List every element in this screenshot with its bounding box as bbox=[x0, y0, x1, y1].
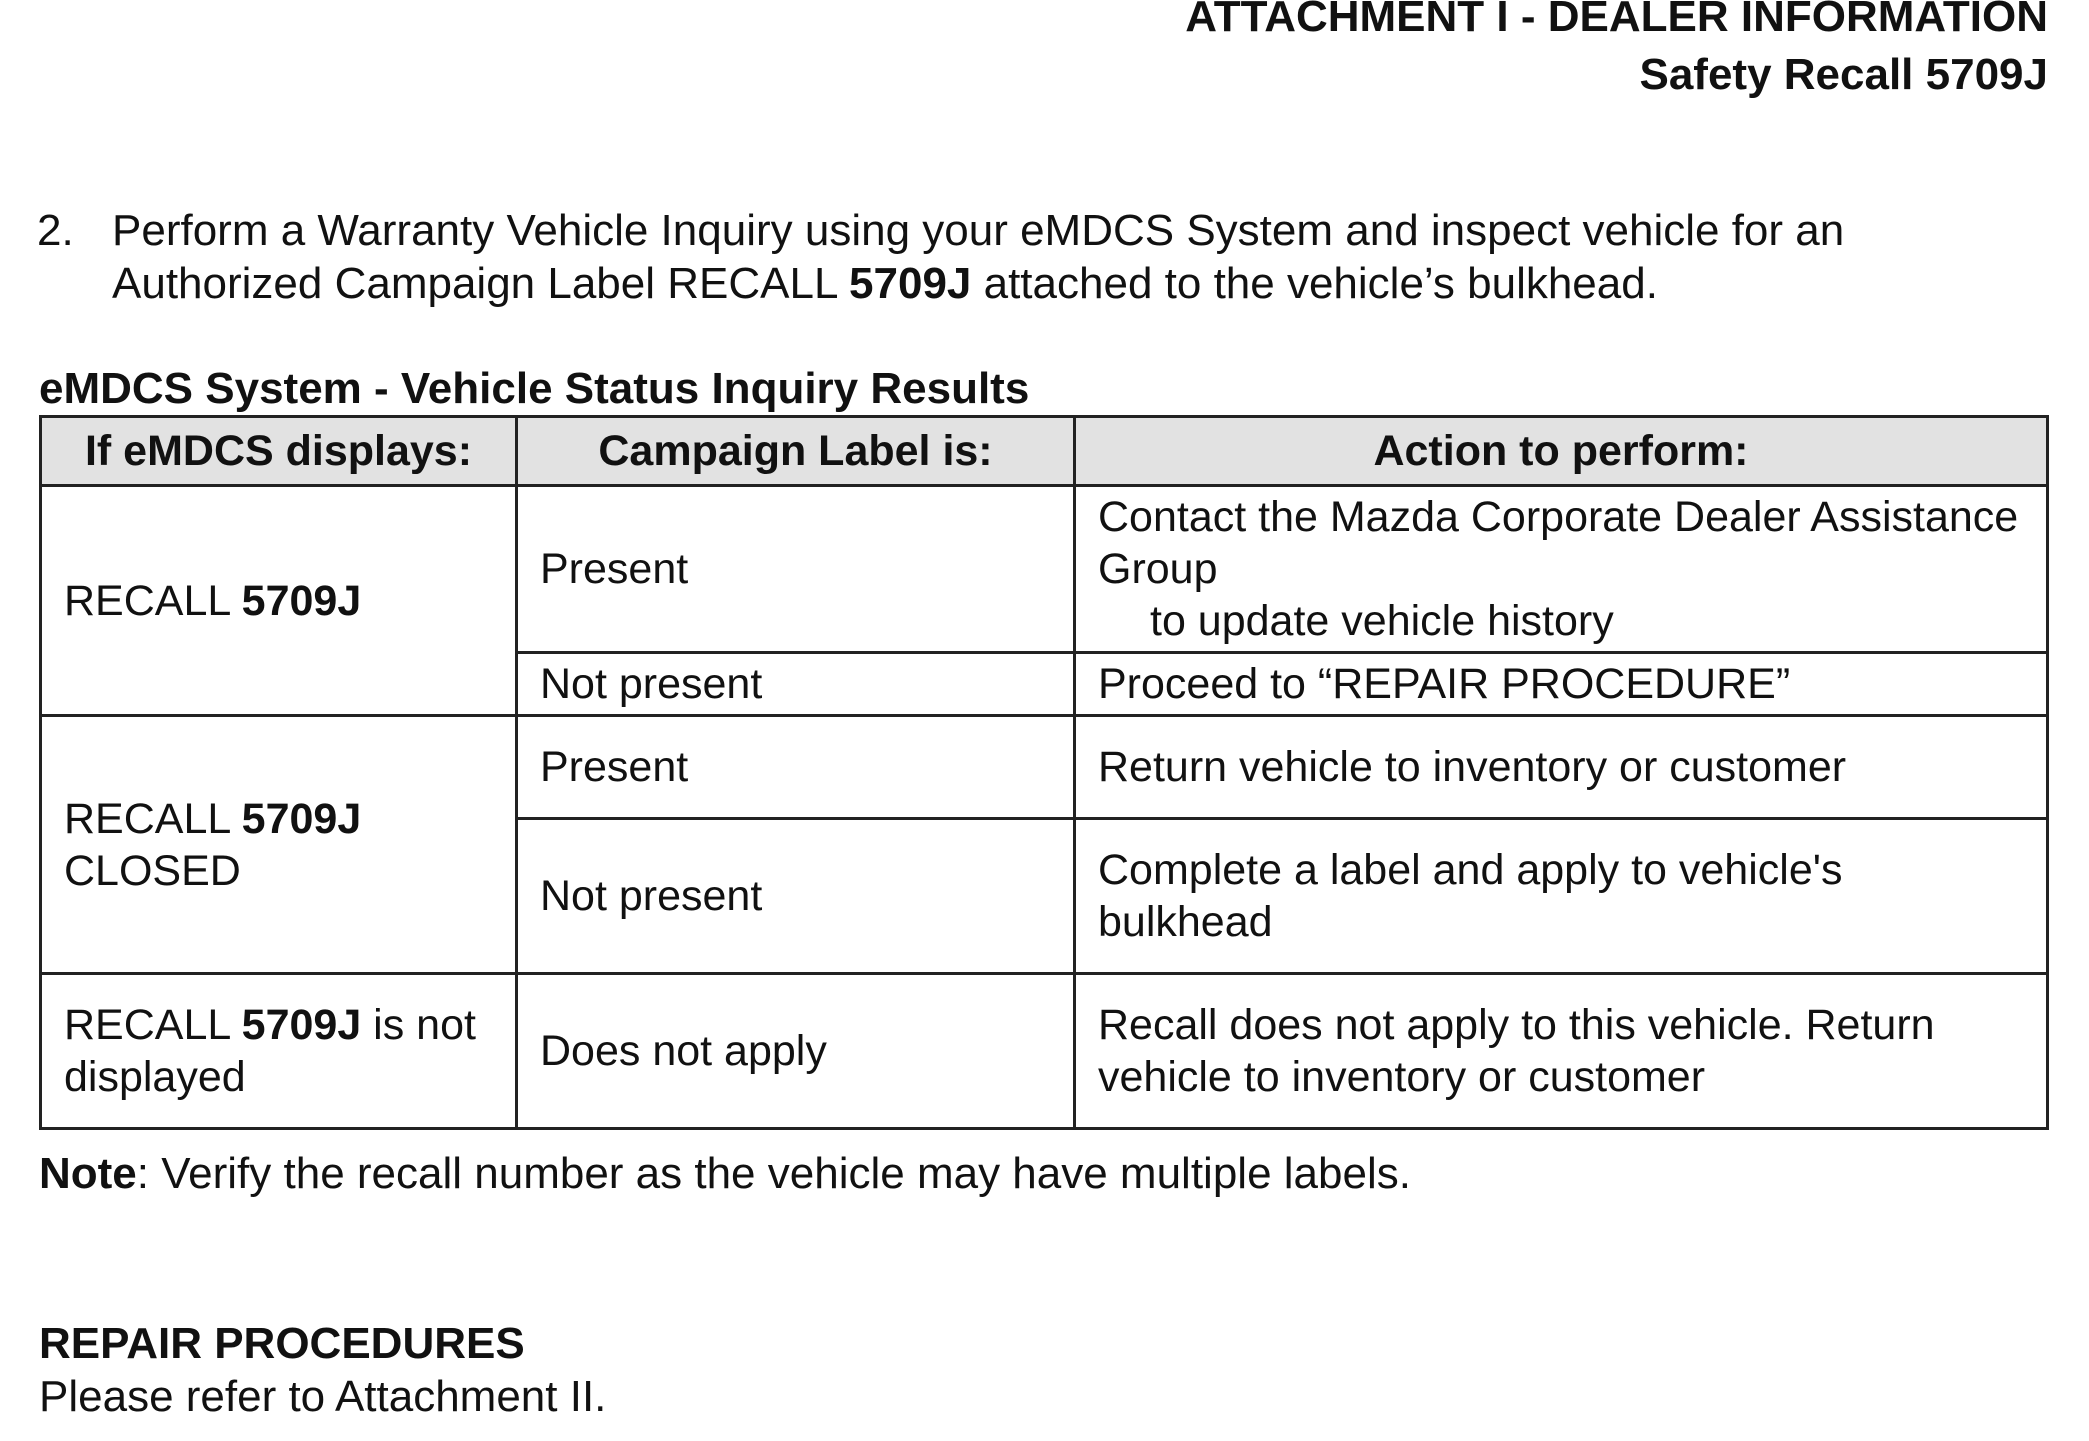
table-header-row bbox=[41, 417, 2048, 486]
header-action: Action to perform: bbox=[1075, 417, 2048, 486]
action-cell bbox=[1075, 486, 2048, 653]
action-cell: Recall does not apply to this vehicle. Return vehicle to inventory or customer bbox=[1075, 974, 2048, 1129]
display-cell-recall-closed bbox=[41, 716, 517, 974]
note bbox=[39, 1148, 1411, 1200]
action-line: Contact the Mazda Corporate Dealer Assistance Group bbox=[1098, 493, 2019, 593]
display-prefix: RECALL bbox=[64, 1001, 242, 1049]
note-label: Note bbox=[39, 1149, 137, 1198]
display-code: 5709J bbox=[241, 576, 362, 625]
step-text-before: Perform a Warranty Vehicle Inquiry using your eMDCS System and inspect vehicle for an Authorized Campaign Label RECALL bbox=[112, 206, 1845, 308]
label-cell: Does not apply bbox=[517, 974, 1075, 1129]
attachment-title: ATTACHMENT I - DEALER INFORMATION bbox=[1185, 0, 2048, 41]
header-if-emdcs-displays: If eMDCS displays: bbox=[41, 417, 517, 486]
action-cell: Complete a label and apply to vehicle's bulkhead bbox=[1075, 819, 2048, 974]
repair-text: Please refer to Attachment II. bbox=[39, 1372, 607, 1421]
display-prefix: RECALL bbox=[64, 794, 242, 843]
table-title: eMDCS System - Vehicle Status Inquiry Results bbox=[39, 364, 1030, 413]
display-code: 5709J bbox=[241, 1001, 362, 1049]
step-text bbox=[112, 204, 1992, 310]
recall-title: Safety Recall 5709J bbox=[1639, 50, 2048, 99]
table-row bbox=[41, 486, 2048, 653]
display-cell-not-displayed bbox=[41, 974, 517, 1129]
action-line: to update vehicle history bbox=[1150, 597, 1614, 645]
display-prefix: RECALL bbox=[64, 576, 242, 625]
display-suffix: is not displayed bbox=[64, 1001, 476, 1101]
label-cell: Not present bbox=[517, 819, 1075, 974]
display-code: 5709J bbox=[241, 794, 362, 843]
action-cell: Proceed to “REPAIR PROCEDURE” bbox=[1075, 653, 2048, 716]
step-text-after: attached to the vehicle’s bulkhead. bbox=[971, 259, 1658, 308]
repair-heading: REPAIR PROCEDURES bbox=[39, 1319, 525, 1368]
header-campaign-label: Campaign Label is: bbox=[517, 417, 1075, 486]
step-recall-code: 5709J bbox=[849, 259, 972, 308]
label-cell: Present bbox=[517, 486, 1075, 653]
table-row bbox=[41, 974, 2048, 1129]
table-row bbox=[41, 716, 2048, 819]
action-cell: Return vehicle to inventory or customer bbox=[1075, 716, 2048, 819]
step-number: 2. bbox=[37, 206, 74, 255]
label-cell: Present bbox=[517, 716, 1075, 819]
label-cell: Not present bbox=[517, 653, 1075, 716]
display-suffix: CLOSED bbox=[64, 846, 241, 895]
vehicle-status-table bbox=[39, 415, 2049, 1130]
note-text: : Verify the recall number as the vehicle may have multiple labels. bbox=[136, 1149, 1411, 1198]
display-cell-recall bbox=[41, 486, 517, 716]
